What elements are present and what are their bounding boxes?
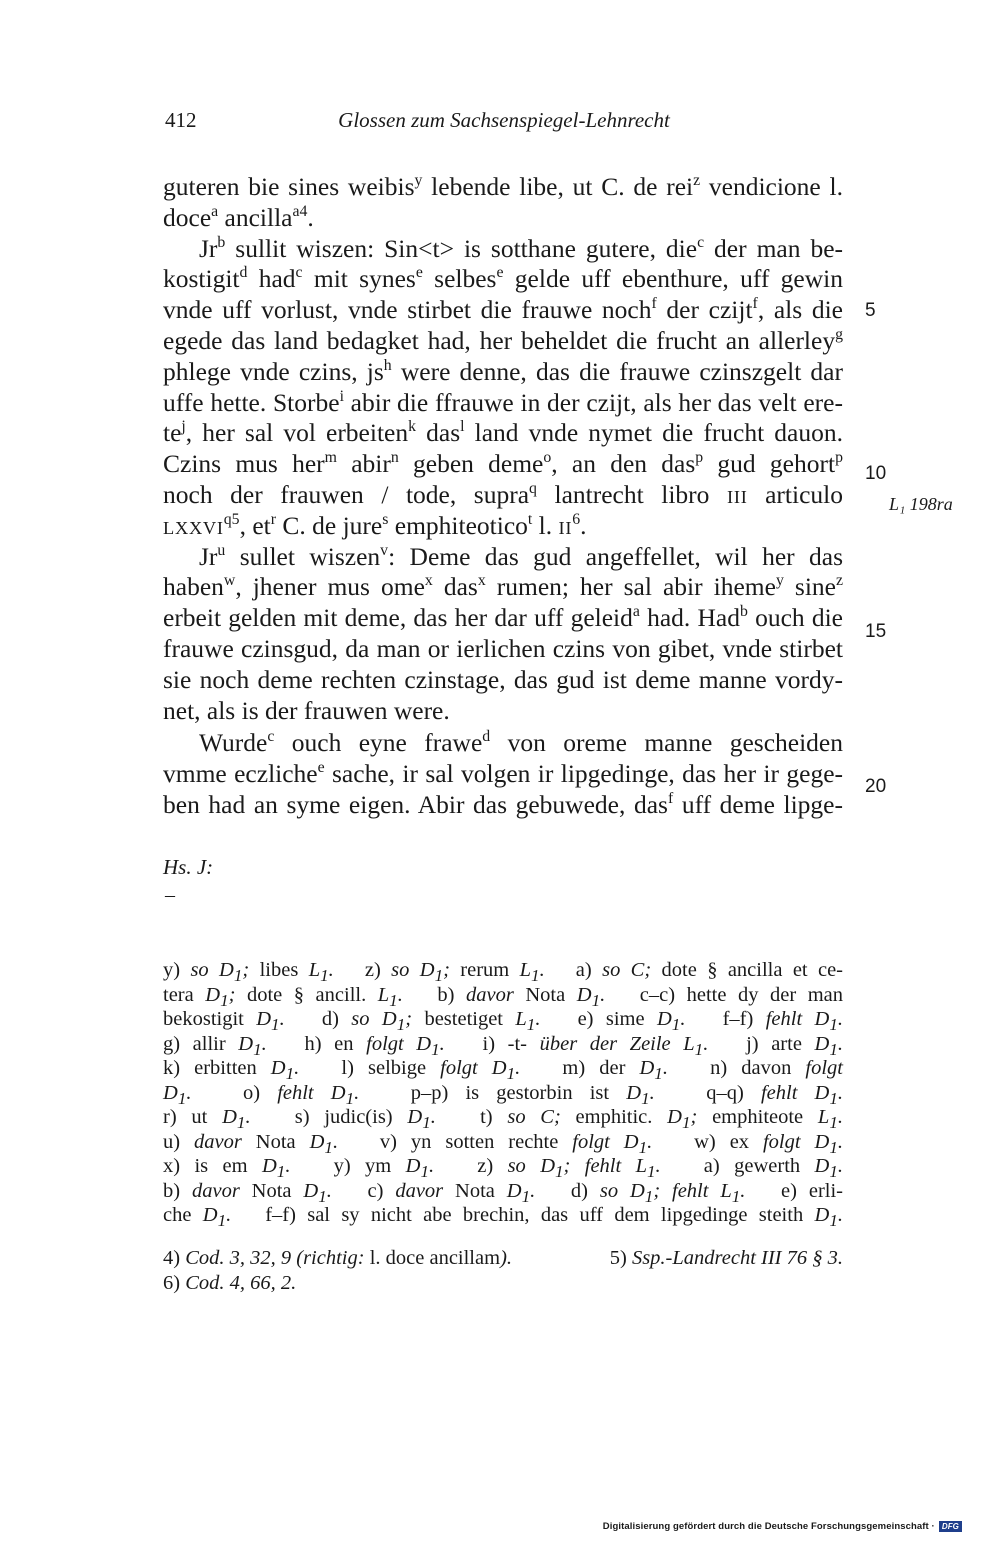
source-notes (163, 1246, 843, 1296)
line-number: 20 (865, 776, 887, 797)
line-number: 10 (865, 463, 887, 484)
text-line: erbeit gelden mit deme, das her dar uff geleid$^a$ had. Had$^b$ ouch die (163, 603, 843, 633)
apparatus-line: x) is em $D_1$. y) ym $D_1$. z) so $D_1$; fehlt $L_1$. a) gewerth $D_1$. (163, 1155, 844, 1182)
dfg-logo: DFG (939, 1521, 962, 1532)
text-line: egede das land bedagket had, her beheldet die frucht an allerley$^g$ (163, 325, 843, 355)
running-title: Glossen zum Sachsenspiegel-Lehnrecht (338, 108, 670, 132)
page-header (165, 108, 843, 138)
apparatus-line: r) ut $D_1$. s) judic(is) $D_1$. t) so C; emphitic. $D_1$; emphiteote $L_1$. (163, 1106, 843, 1133)
apparatus-line: g) allir $D_1$. h) en folgt $D_1$. i) -t- über der Zeile $L_1$. j) arte $D_1$. (163, 1032, 843, 1059)
apparatus-line: bekostigit $D_1$. d) so $D_1$; bestetiget $L_1$. e) sime $D_1$. f–f) fehlt $D_1$. (163, 1008, 843, 1035)
text-line: $te^j$, her sal vol erbeiten$^k$ das$^l$ land vnde nymet die frucht dauon. (163, 418, 843, 448)
text-line: guteren bie sines weibis$^y$ lebende libe, ut C. de rei$^z$ vendicione l. (163, 172, 843, 201)
apparatus-line: y) so $D_1$; libes $L_1$. z) so $D_1$; rerum $L_1$. a) so C; dote § ancilla et ce- (163, 959, 844, 986)
page-number: 412 (165, 108, 197, 132)
text-line: vnde uff vorlust, vnde stirbet die frauwe noch$^f$ der czijt$^f$, als die (163, 295, 843, 325)
note-line: 6) Cod. 4, 66, 2. (163, 1272, 297, 1294)
main-text (163, 172, 843, 821)
text-line: doce$^a$ ancilla$^{a4}$. (163, 202, 314, 232)
apparatus-line: che $D_1$. f–f) sal sy nicht abe brechin, das uff dem lipgedinge steith $D_1$. (163, 1204, 843, 1231)
marginal-note: L₁ 198ra (889, 494, 953, 514)
footer (603, 1521, 962, 1532)
apparatus-line: b) davor Nota $D_1$. c) davor Nota $D_1$. d) so $D_1$; fehlt $L_1$. e) erli- (163, 1179, 843, 1206)
text-line: ben had an syme eigen. Abir das gebuwede, das$^f$ uff deme lipge- (163, 789, 843, 819)
text-line: phlege vnde czins, $js^h$ were denne, das die frauwe czinszgelt dar (163, 356, 843, 386)
text-line: frauwe czinsgud, da man or ierlichen czins von gibet, vnde stirbet (163, 633, 843, 663)
text-line: vmme eczliche$^e$ sache, ir sal volgen ir lipgedinge, das her ir gege- (163, 759, 844, 789)
line-number: 5 (865, 300, 876, 321)
critical-apparatus (163, 958, 844, 1231)
text-line: kostigit$^d$ had$^c$ mit synes$^e$ selbes$^e$ gelde uff ebenthure, uff gewin (163, 264, 843, 294)
text-line: haben$^w$, jhener mus ome$^x$ das$^x$ rumen; her sal abir iheme$^y$ sine$^z$ (163, 572, 843, 602)
note-line: 4) Cod. 3, 32, 9 (richtig: l. doce ancillam). 5) Ssp.-Landrecht III 76 § 3. (163, 1247, 843, 1269)
manuscript-label: Hs. J: (163, 855, 214, 879)
text-line: Jr$^b$ sullit wiszen: Sin<t> is sotthane gutere, die$^c$ der man be- (199, 233, 844, 263)
manuscript-dash: – (165, 884, 175, 906)
line-number: 15 (865, 621, 887, 642)
text-line: sie noch deme rechten czinstage, das gud ist deme manne vordy- (163, 664, 843, 694)
apparatus-line: k) erbitten $D_1$. l) selbige folgt $D_1$. m) der $D_1$. n) davon folgt (163, 1057, 843, 1084)
apparatus-line: u) davor Nota $D_1$. v) yn sotten rechte folgt $D_1$. w) ex folgt $D_1$. (163, 1130, 843, 1157)
apparatus-line: tera $D_1$; dote § ancill. $L_1$. b) davor Nota $D_1$. c–c) hette dy der man (163, 983, 843, 1010)
text-line: Wurde$^c$ ouch eyne frawe$^d$ von oreme manne gescheiden (199, 728, 843, 758)
footer-text: Digitalisierung gefördert durch die Deutsche Forschungsgemeinschaft · (602, 1521, 935, 1533)
text-line: net, als is der frauwen were. (163, 695, 450, 725)
text-line: uffe hette. Storbe$^i$ abir die ffrauwe in der czijt, als her das velt ere- (163, 387, 843, 417)
text-line: Jr$^u$ sullet wiszen$^v$: Deme das gud angeffellet, wil her das (199, 541, 843, 571)
text-line: Czins mus her$^m$ abir$^n$ geben deme$^o$, an den das$^p$ gud gehort$^p$ (163, 449, 843, 479)
apparatus-line: $D_1$. o) fehlt $D_1$. p–p) is gestorbin ist $D_1$. q–q) fehlt $D_1$. (163, 1081, 844, 1108)
text-line: noch der frauwen / tode, supra$^q$ lantrecht libro III articulo (163, 479, 843, 509)
text-line: $LXXVI^{q5}$, $et^r$ C. de jure$^s$ emphiteotico$^t$ l. $II^6$. (163, 510, 587, 540)
